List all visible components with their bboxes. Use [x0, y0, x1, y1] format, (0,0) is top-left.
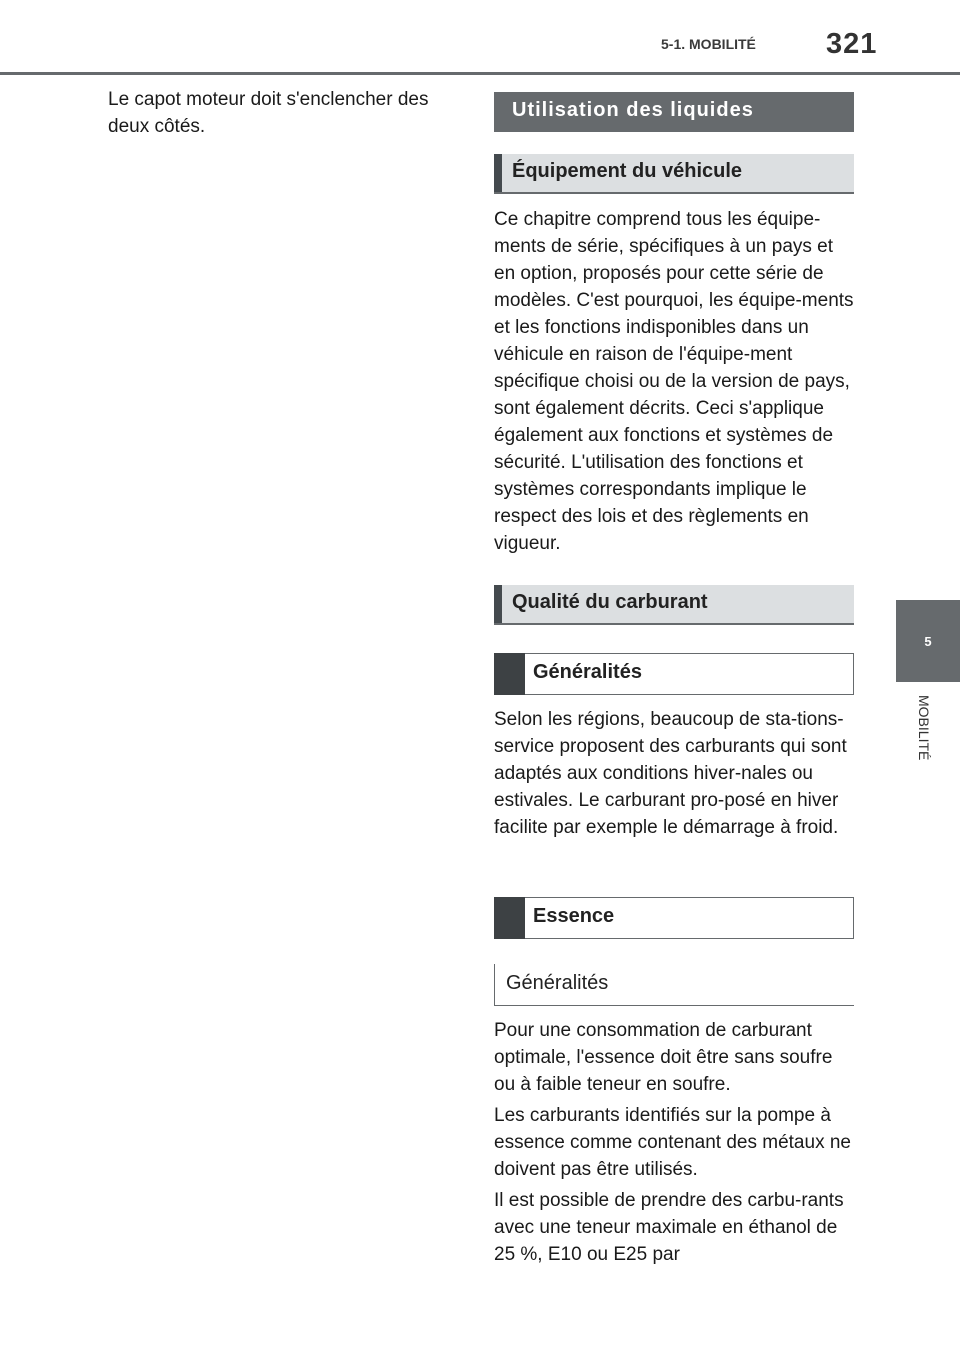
heading-fuel-quality — [494, 585, 854, 625]
equipment-paragraph: Ce chapitre comprend tous les équipe-ments de série, spécifiques à un pays et en option, proposés pour cette série de modèles. C'est pourquoi, les équipe-ments et les fonctions indisponibles dans un véhicule en raison de l'équipe-ment spécifique choisi ou de la version de pays, sont également décrits. Ceci s'applique également aux fonctions et systèmes de sécurité. L'utilisation des fonctions et systèmes correspondants implique le respect des lois et des règlements en vigueur. — [494, 209, 854, 554]
petrol-paragraph-2: Les carburants identifiés sur la pompe à essence comme contenant des métaux ne doivent pas être utilisés. — [494, 1105, 851, 1180]
chapter-tab[interactable] — [896, 600, 960, 682]
chapter-label: MOBILITÉ — [916, 695, 932, 761]
heading-petrol — [494, 897, 854, 939]
section-title: Utilisation des liquides — [494, 92, 854, 132]
heading-equipment — [494, 154, 854, 194]
heading-general — [494, 653, 854, 695]
petrol-body — [494, 1017, 854, 1268]
heading-petrol-label: Essence — [533, 905, 615, 927]
header-divider — [0, 72, 960, 75]
petrol-paragraph-1: Pour une consommation de carburant optimale, l'essence doit être sans soufre ou à faible teneur en soufre. — [494, 1020, 833, 1095]
heading-general-label: Généralités — [533, 661, 642, 683]
page-number: 321 — [826, 28, 878, 60]
equipment-body — [494, 206, 854, 557]
heading-fuel-quality-label: Qualité du carburant — [512, 591, 708, 613]
heading-equipment-label: Équipement du véhicule — [512, 160, 743, 182]
general-body — [494, 706, 854, 841]
general-paragraph: Selon les régions, beaucoup de sta-tions-service proposent des carburants qui sont adaptés aux conditions hiver-nales ou estivales. Le carburant pro-posé en hiver facilite par exemple le démarrage à froid. — [494, 709, 847, 838]
heading-petrol-general — [494, 964, 854, 1006]
running-header-section: 5-1. MOBILITÉ — [661, 36, 756, 52]
petrol-paragraph-3: Il est possible de prendre des carbu-rants avec une teneur maximale en éthanol de 25 %, E10 ou E25 par — [494, 1190, 844, 1265]
chapter-number: 5 — [924, 633, 932, 649]
hood-latch-note: Le capot moteur doit s'enclencher des deux côtés. — [108, 89, 429, 137]
heading-petrol-general-label: Généralités — [506, 972, 609, 994]
